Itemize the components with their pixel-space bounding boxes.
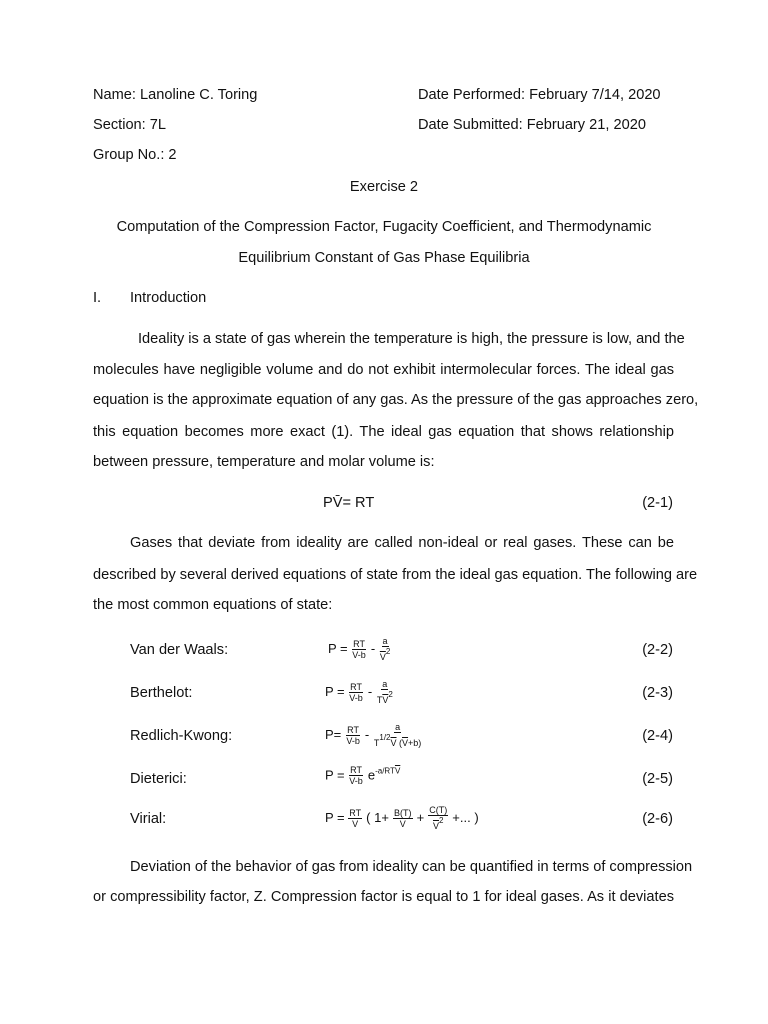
equation-number: (2-2)	[642, 642, 673, 658]
exercise-title: Exercise 2	[349, 179, 419, 195]
dieterici-formula: P = $\frac{RT}{\overline{V}-b}$ $e^{-a/RT\overline{V}}$	[325, 765, 401, 786]
equation-name: Berthelot:	[130, 685, 193, 701]
equation-name: Dieterici:	[130, 771, 187, 787]
section-number: I.	[93, 290, 102, 306]
title-line-2: Equilibrium Constant of Gas Phase Equilibria	[238, 250, 530, 266]
para1-line: equation is the approximate equation of any gas. As the pressure of the gas approaches zero,	[93, 392, 699, 408]
equation-number: (2-3)	[642, 685, 673, 701]
group-line: Group No.: 2	[93, 147, 177, 163]
para2-line: the most common equations of state:	[93, 597, 333, 613]
date-performed: Date Performed: February 7/14, 2020	[418, 87, 661, 103]
redlich-kwong-formula: P= $\frac{RT}{\overline{V}-b}$ - $\frac{a}{T^{1/2}\overline{V} (\overline{V}+b)}$	[325, 722, 422, 748]
para1-line: this equation becomes more exact (1). The ideal gas equation that shows relationship	[93, 424, 674, 440]
equation-number: (2-6)	[642, 811, 673, 827]
para1-line: Ideality is a state of gas wherein the temperature is high, the pressure is low, and the	[138, 331, 685, 347]
para1-line: molecules have negligible volume and do not exhibit intermolecular forces. The ideal gas	[93, 362, 674, 378]
van-der-waals-formula: P = $\frac{RT}{\overline{V}-b}$ - $\frac{a}{\overline{V}^2}$	[328, 636, 391, 662]
equation-name: Van der Waals:	[130, 642, 229, 658]
equation-number: (2-1)	[642, 495, 673, 511]
date-submitted: Date Submitted: February 21, 2020	[418, 117, 646, 133]
para3-line: Deviation of the behavior of gas from ideality can be quantified in terms of compression	[130, 859, 693, 875]
equation-number: (2-4)	[642, 728, 673, 744]
virial-formula: P = $\frac{RT}{V}$ ( 1+ $\frac{B(T)}{V}$ + $\frac{C(T)}{\overline{V}^2}$ +... )	[325, 805, 479, 831]
para2-line: Gases that deviate from ideality are called non-ideal or real gases. These can be	[130, 535, 674, 551]
equation-name: Redlich-Kwong:	[130, 728, 233, 744]
para1-line: between pressure, temperature and molar volume is:	[93, 454, 435, 470]
name-line: Name: Lanoline C. Toring	[93, 87, 258, 103]
section-line: Section: 7L	[93, 117, 167, 133]
equation-name: Virial:	[130, 811, 167, 827]
title-line-1: Computation of the Compression Factor, Fugacity Coefficient, and Thermodynamic	[116, 219, 652, 235]
berthelot-formula: P = $\frac{RT}{\overline{V}-b}$ - $\frac{a}{T\overline{V}^2}$	[325, 679, 393, 705]
section-heading: Introduction	[130, 290, 207, 306]
para2-line: described by several derived equations of state from the ideal gas equation. The following are	[93, 567, 698, 583]
ideal-gas-equation: PV̄= RT	[323, 495, 375, 511]
equation-number: (2-5)	[642, 771, 673, 787]
para3-line: or compressibility factor, Z. Compression factor is equal to 1 for ideal gases. As it deviates	[93, 889, 674, 905]
